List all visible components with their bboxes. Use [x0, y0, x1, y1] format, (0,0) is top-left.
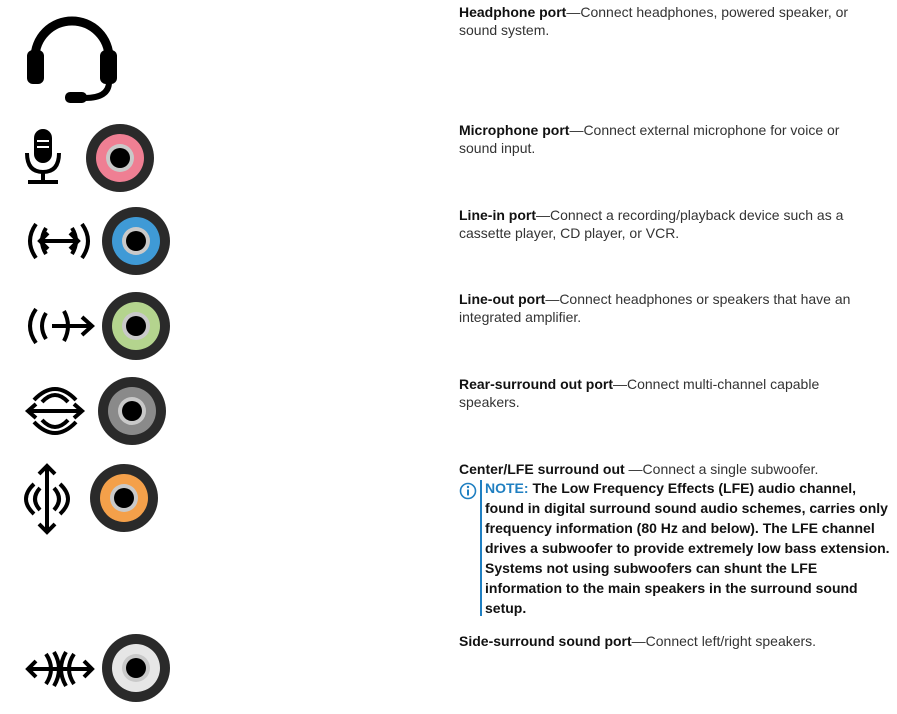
port-desc-side-surround — [459, 632, 879, 650]
line-in-jack — [100, 205, 172, 277]
note-accent-bar — [480, 480, 482, 616]
port-text: —Connect multi-channel capable speakers. — [459, 376, 820, 410]
info-icon — [459, 482, 477, 500]
note-label: NOTE: — [485, 480, 529, 496]
center-lfe-icon — [22, 462, 72, 536]
line-out-jack — [100, 290, 172, 362]
port-desc-center-lfe — [459, 460, 879, 478]
port-text: —Connect a single subwoofer. — [624, 461, 819, 477]
microphone-icon — [22, 127, 64, 185]
center-lfe-jack — [88, 462, 160, 534]
side-surround-jack — [100, 632, 172, 704]
line-in-icon — [24, 220, 94, 262]
line-out-icon — [24, 305, 96, 347]
port-desc-rear-surround — [459, 375, 879, 411]
port-name: Side-surround sound port — [459, 633, 632, 649]
port-desc-line-out — [459, 290, 879, 326]
port-name: Center/LFE surround out — [459, 461, 625, 477]
port-desc-headphone — [459, 3, 879, 39]
rear-surround-jack — [96, 375, 168, 447]
rear-surround-icon — [24, 382, 86, 440]
port-name: Line-out port — [459, 291, 546, 307]
port-text: —Connect a recording/playback device such as a cassette player, CD player, or VCR. — [459, 207, 844, 241]
side-surround-icon — [24, 648, 96, 690]
microphone-jack — [84, 122, 156, 194]
port-name: Headphone port — [459, 4, 567, 20]
note-body: The Low Frequency Effects (LFE) audio channel, found in digital surround sound audio schemes, carries only frequency information (80 Hz and below). The LFE channel drives a subwoofer to provide extremely low bass extension. Systems not using subwoofers can shunt the LFE information to the main speakers in the surround sound setup. — [485, 480, 890, 616]
port-text: —Connect left/right speakers. — [631, 633, 817, 649]
port-text: —Connect external microphone for voice or sound input. — [459, 122, 840, 156]
port-name: Microphone port — [459, 122, 570, 138]
port-name: Rear-surround out port — [459, 376, 613, 392]
port-desc-microphone — [459, 121, 879, 157]
port-name: Line-in port — [459, 207, 536, 223]
port-text: —Connect headphones, powered speaker, or sound system. — [459, 4, 849, 38]
port-desc-line-in — [459, 206, 879, 242]
note-text — [485, 478, 891, 618]
headset-icon — [25, 8, 120, 104]
port-text: —Connect headphones or speakers that have an integrated amplifier. — [459, 291, 851, 325]
